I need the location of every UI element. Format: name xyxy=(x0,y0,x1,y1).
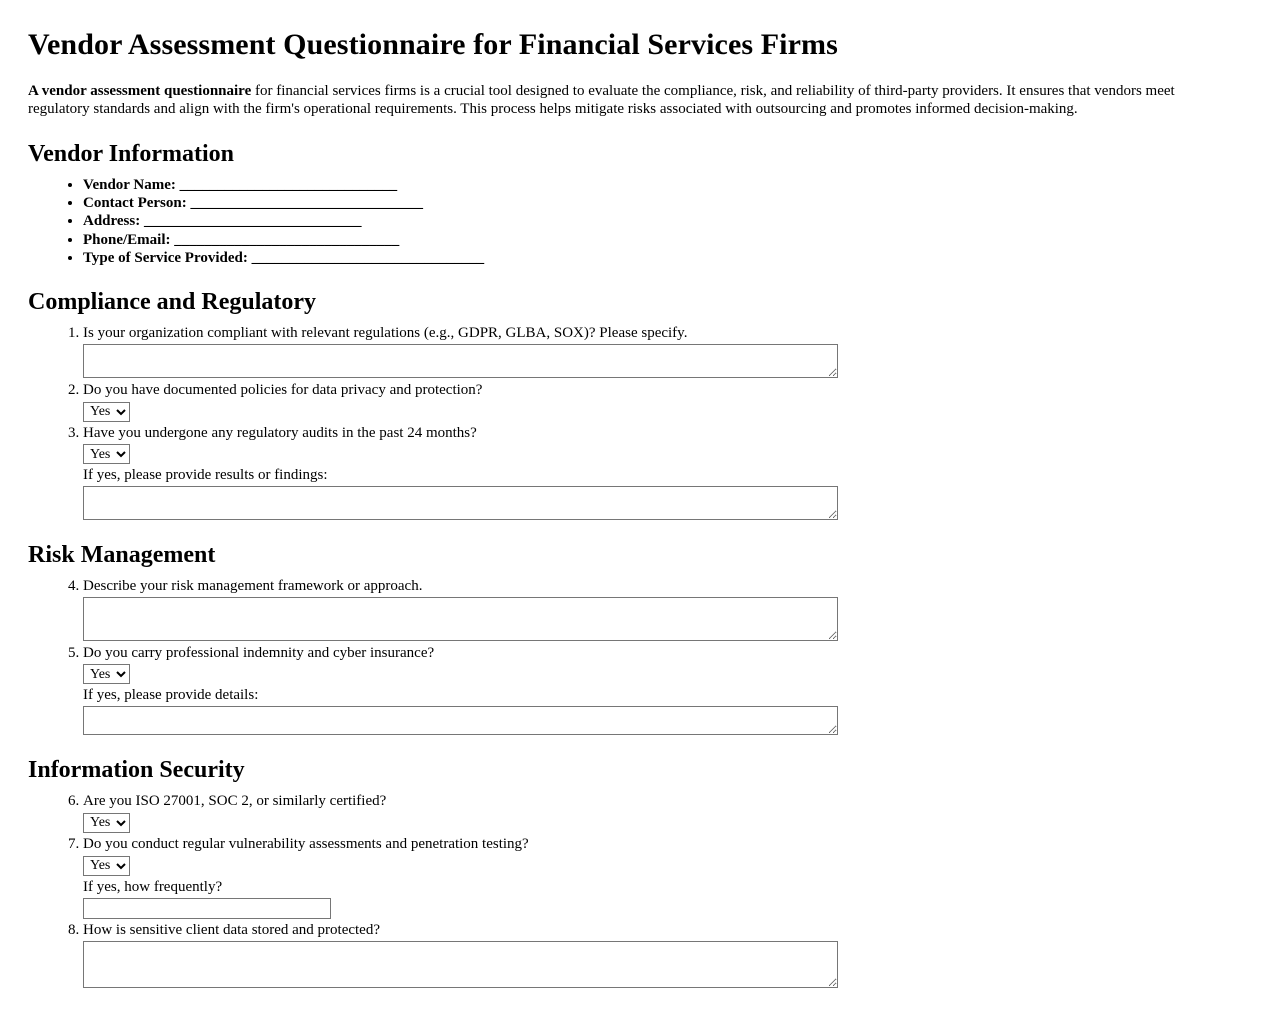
question-item-8 xyxy=(83,921,1239,988)
field-label-contact-person: Contact Person: xyxy=(83,194,187,211)
question-item-4 xyxy=(83,577,1239,641)
intro-paragraph xyxy=(28,82,1218,119)
question-text-2: 2. Do you have documented policies for data privacy and protection? xyxy=(83,381,483,398)
intro-body-text: for financial services firms is a crucial tool designed to evaluate the compliance, risk, and reliability of third-party providers. It ensures that vendors meet regulatory standards and align with the firm's operational requirements. This process helps mitigate risks associated with outsourcing and promotes informed decision-making. xyxy=(28,83,1175,118)
question-text-5: 5. Do you carry professional indemnity and cyber insurance? xyxy=(83,644,435,661)
question-item-7 xyxy=(83,835,1239,920)
field-label-vendor-name: Vendor Name: xyxy=(83,176,176,193)
answer-textarea-q4[interactable] xyxy=(83,597,838,641)
yes-no-select-q5[interactable] xyxy=(83,664,130,684)
question-item-2 xyxy=(83,381,1239,422)
answer-input-q7-frequency[interactable] xyxy=(83,898,331,919)
fill-in-line-phone-email: ______________________________ xyxy=(174,231,400,248)
question-text-7: 7. Do you conduct regular vulnerability assessments and penetration testing? xyxy=(83,835,529,852)
sub-label-q3: If yes, please provide results or findings: xyxy=(83,467,328,484)
answer-textarea-q8[interactable] xyxy=(83,941,838,988)
answer-textarea-q3[interactable] xyxy=(83,486,838,520)
yes-no-select-q6[interactable] xyxy=(83,813,130,833)
page-title: Vendor Assessment Questionnaire for Financial Services Firms xyxy=(28,28,838,61)
field-label-address: Address: xyxy=(83,213,141,230)
answer-textarea-q1[interactable] xyxy=(83,344,838,378)
field-label-type-of-service: Type of Service Provided: xyxy=(83,249,248,266)
yes-no-select-q3[interactable] xyxy=(83,444,130,464)
section-heading-information-security: Information Security xyxy=(28,757,245,784)
list-item xyxy=(83,231,1239,249)
section-heading-compliance-and-regulatory: Compliance and Regulatory xyxy=(28,289,316,316)
list-item xyxy=(83,176,1239,194)
question-text-1: 1. Is your organization compliant with relevant regulations (e.g., GDPR, GLBA, SOX)? Please specify. xyxy=(83,325,688,342)
section-heading-vendor-information: Vendor Information xyxy=(28,140,235,167)
vendor-information-list xyxy=(28,176,1239,267)
compliance-question-list xyxy=(28,324,1239,520)
information-security-question-list xyxy=(28,792,1239,988)
risk-management-question-list xyxy=(28,577,1239,735)
intro-bold-lead: A vendor assessment questionnaire xyxy=(28,83,252,100)
answer-textarea-q5[interactable] xyxy=(83,706,838,735)
question-item-1 xyxy=(83,324,1239,378)
fill-in-line-address: _____________________________ xyxy=(143,213,362,230)
fill-in-line-contact-person: _______________________________ xyxy=(190,194,423,211)
list-item xyxy=(83,194,1239,212)
yes-no-select-q2[interactable] xyxy=(83,402,130,422)
question-text-3: 3. Have you undergone any regulatory audits in the past 24 months? xyxy=(83,424,477,441)
yes-no-select-q7[interactable] xyxy=(83,856,130,876)
question-text-8: 8. How is sensitive client data stored and protected? xyxy=(83,922,380,939)
fill-in-line-vendor-name: _____________________________ xyxy=(179,176,398,193)
list-item xyxy=(83,212,1239,230)
question-item-6 xyxy=(83,792,1239,833)
question-item-3 xyxy=(83,424,1239,521)
section-heading-risk-management: Risk Management xyxy=(28,542,216,569)
list-item xyxy=(83,249,1239,267)
fill-in-line-type-of-service: _______________________________ xyxy=(251,249,485,266)
question-item-5 xyxy=(83,644,1239,736)
sub-label-q7: If yes, how frequently? xyxy=(83,878,223,895)
sub-label-q5: If yes, please provide details: xyxy=(83,687,259,704)
question-text-4: 4. Describe your risk management framework or approach. xyxy=(83,577,423,594)
question-text-6: 6. Are you ISO 27001, SOC 2, or similarly certified? xyxy=(83,793,387,810)
field-label-phone-email: Phone/Email: xyxy=(83,231,171,248)
